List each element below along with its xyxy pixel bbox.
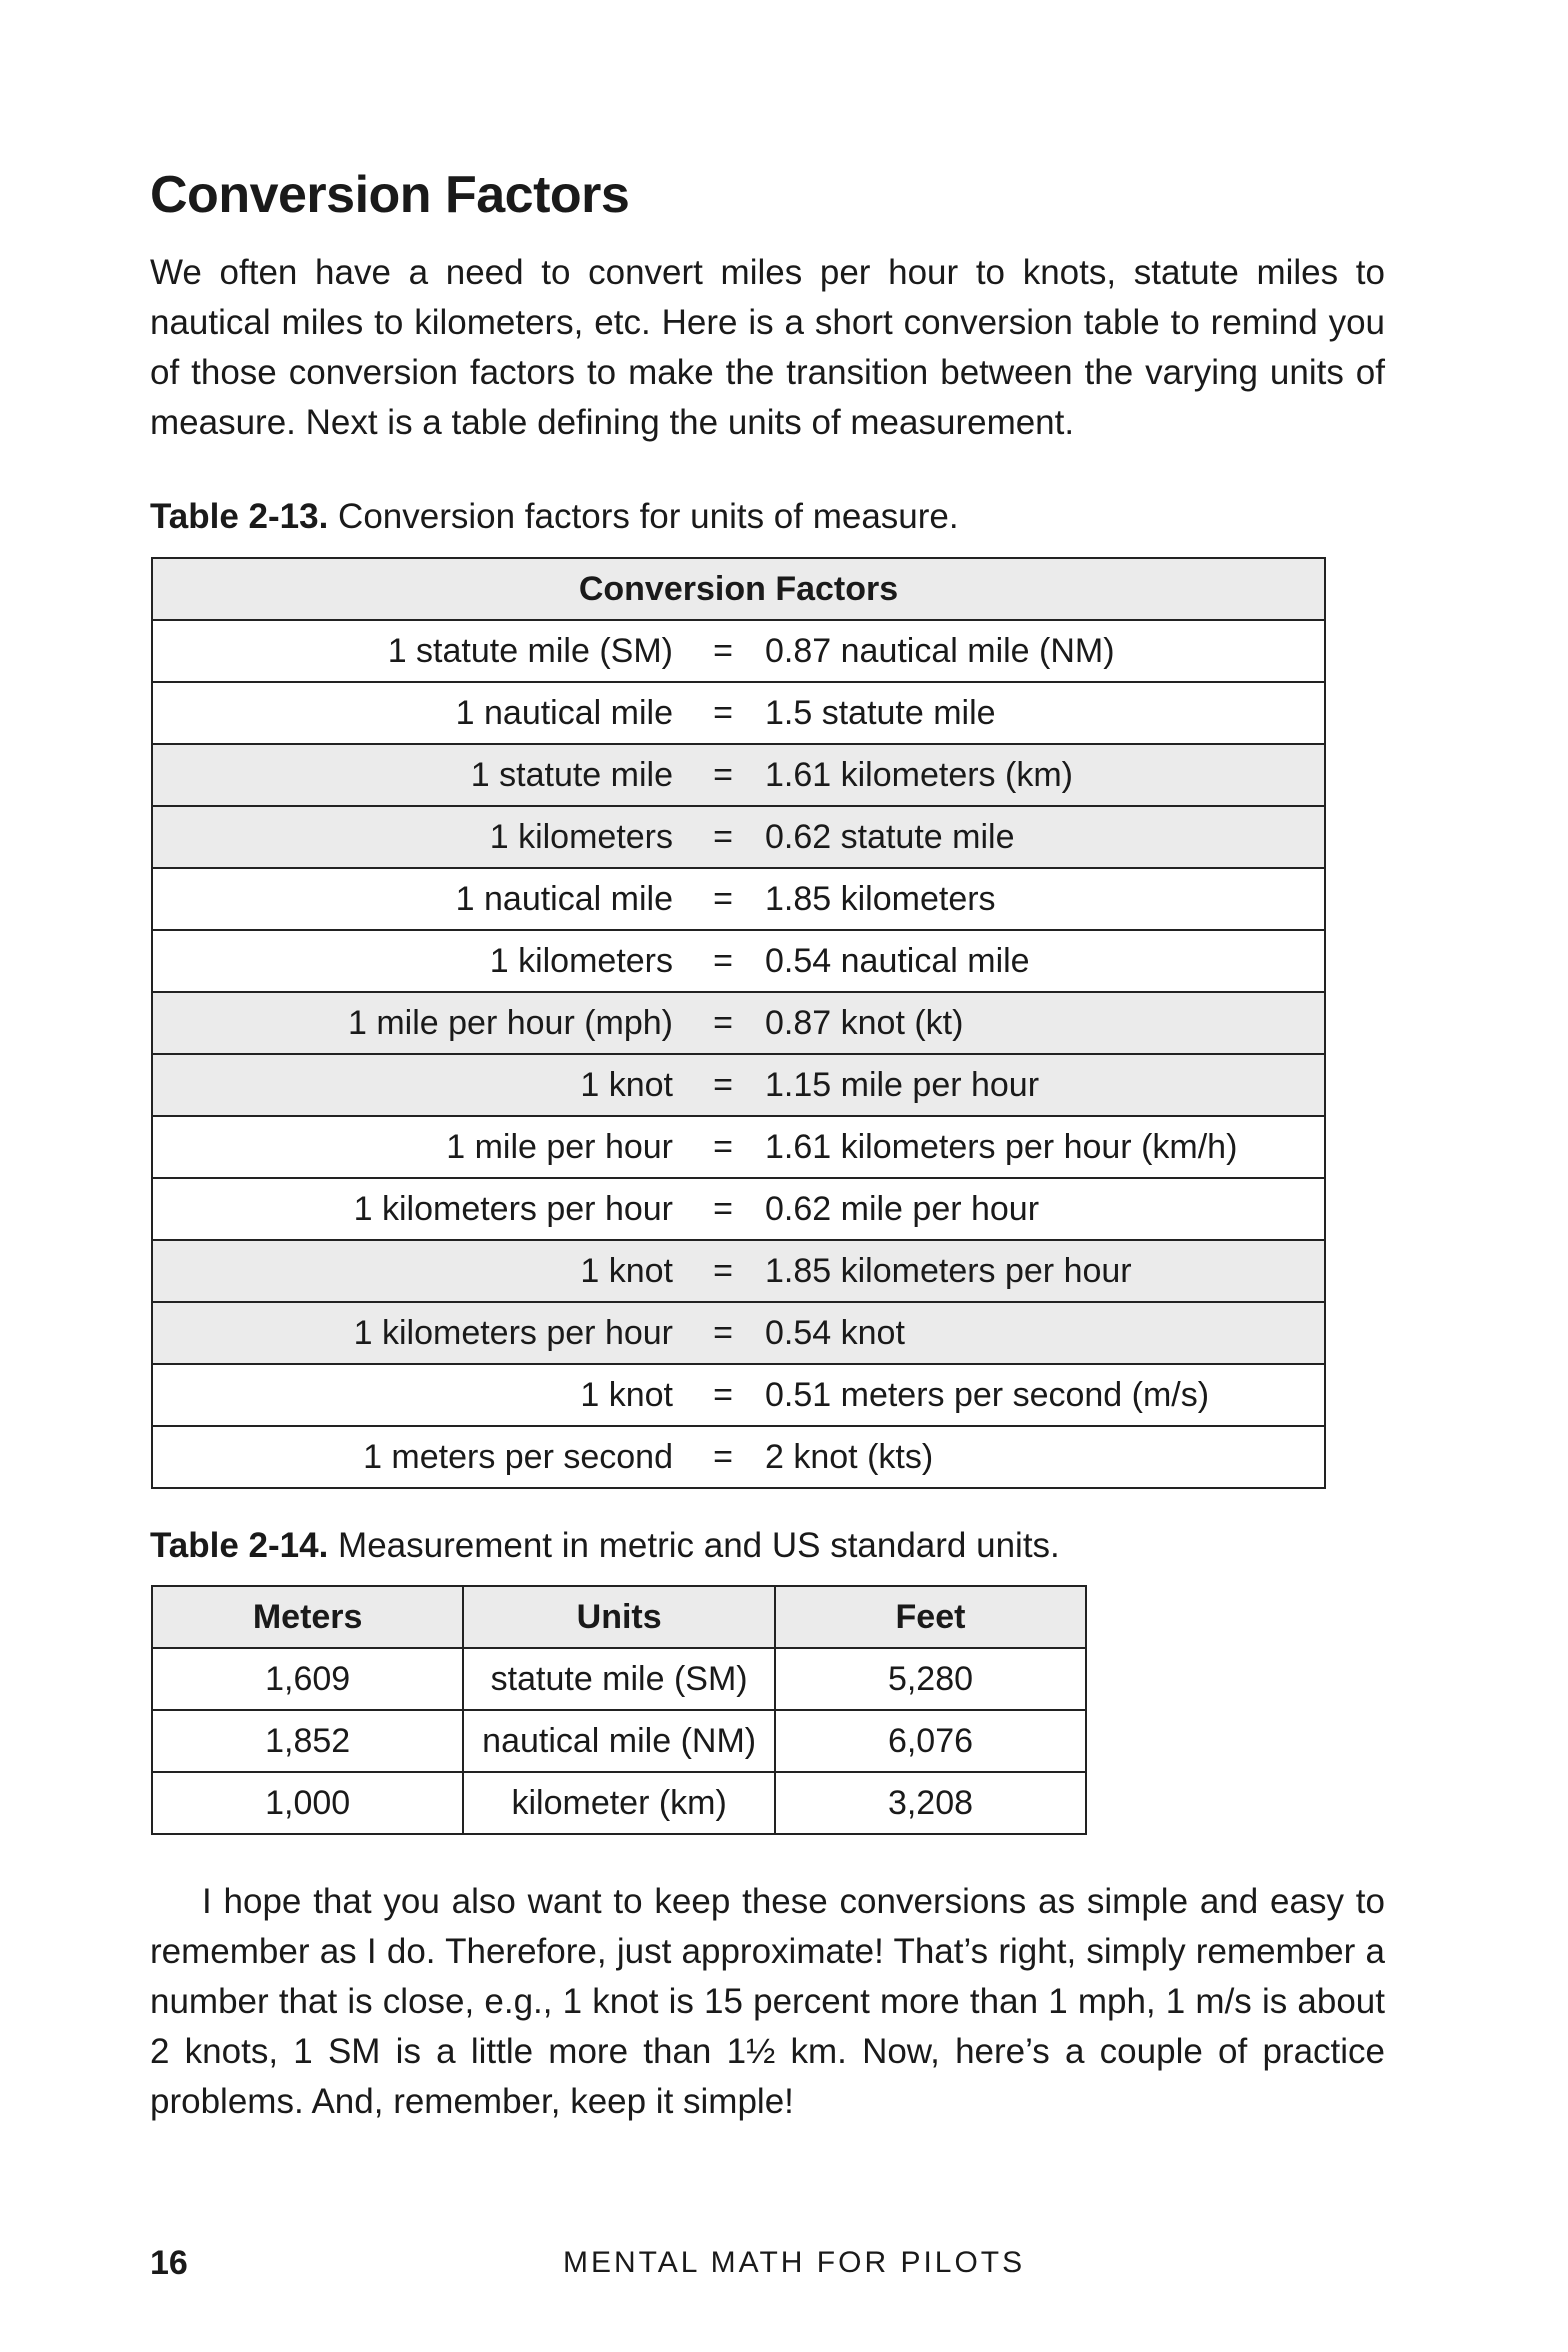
measurement-body <box>152 1648 1086 1834</box>
equals-sign: = <box>701 1364 745 1426</box>
table2-caption-label: Table 2-14. <box>150 1526 329 1565</box>
conversion-row <box>152 806 1325 868</box>
column-header-meters: Meters <box>152 1586 463 1648</box>
conversion-to: 1.85 kilometers <box>745 868 1325 930</box>
conversion-from: 1 statute mile <box>152 744 701 806</box>
page-number: 16 <box>150 2244 188 2282</box>
section-title: Conversion Factors <box>150 166 630 224</box>
table1-caption-label: Table 2-13. <box>150 497 329 536</box>
conversion-to: 2 knot (kts) <box>745 1426 1325 1488</box>
equals-sign: = <box>701 620 745 682</box>
conversion-from: 1 kilometers per hour <box>152 1178 701 1240</box>
conversion-to: 1.61 kilometers (km) <box>745 744 1325 806</box>
measurement-row <box>152 1772 1086 1834</box>
conversion-to: 1.5 statute mile <box>745 682 1325 744</box>
equals-sign: = <box>701 1240 745 1302</box>
equals-sign: = <box>701 806 745 868</box>
conversion-row <box>152 1240 1325 1302</box>
measurement-table <box>151 1585 1087 1835</box>
equals-sign: = <box>701 1302 745 1364</box>
conversion-from: 1 knot <box>152 1364 701 1426</box>
conversion-row <box>152 682 1325 744</box>
measurement-row <box>152 1648 1086 1710</box>
conversion-to: 0.62 statute mile <box>745 806 1325 868</box>
feet-cell: 3,208 <box>775 1772 1086 1834</box>
conversion-row <box>152 992 1325 1054</box>
conversion-factors-header: Conversion Factors <box>152 558 1325 620</box>
conversion-row <box>152 1178 1325 1240</box>
conversion-from: 1 nautical mile <box>152 682 701 744</box>
feet-cell: 5,280 <box>775 1648 1086 1710</box>
conversion-to: 0.54 knot <box>745 1302 1325 1364</box>
conversion-to: 1.61 kilometers per hour (km/h) <box>745 1116 1325 1178</box>
conversion-to: 0.51 meters per second (m/s) <box>745 1364 1325 1426</box>
equals-sign: = <box>701 682 745 744</box>
running-footer-title: MENTAL MATH FOR PILOTS <box>563 2246 1026 2279</box>
conversion-to: 1.85 kilometers per hour <box>745 1240 1325 1302</box>
equals-sign: = <box>701 1178 745 1240</box>
conversion-to: 0.62 mile per hour <box>745 1178 1325 1240</box>
conversion-to: 0.54 nautical mile <box>745 930 1325 992</box>
table2-caption-text: Measurement in metric and US standard units. <box>328 1526 1060 1565</box>
conversion-from: 1 kilometers per hour <box>152 1302 701 1364</box>
conversion-row <box>152 1116 1325 1178</box>
conversion-row <box>152 930 1325 992</box>
equals-sign: = <box>701 992 745 1054</box>
meters-cell: 1,852 <box>152 1710 463 1772</box>
closing-paragraph: I hope that you also want to keep these conversions as simple and easy to remember as I do. Therefore, just approximate! That’s right, simply remember a number that is close, e.g., 1 knot is 15 percent more than 1 mph, 1 m/s is about 2 knots, 1 SM is a little more than 1½ km. Now, here’s a couple of practice problems. And, remember, keep it simple! <box>150 1882 1385 2121</box>
conversion-from: 1 knot <box>152 1054 701 1116</box>
conversion-from: 1 knot <box>152 1240 701 1302</box>
conversion-row <box>152 1426 1325 1488</box>
conversion-row <box>152 620 1325 682</box>
conversion-from: 1 meters per second <box>152 1426 701 1488</box>
feet-cell: 6,076 <box>775 1710 1086 1772</box>
conversion-row <box>152 868 1325 930</box>
conversion-to: 1.15 mile per hour <box>745 1054 1325 1116</box>
table1-caption-text: Conversion factors for units of measure. <box>328 497 959 536</box>
conversion-row <box>152 744 1325 806</box>
conversion-from: 1 kilometers <box>152 806 701 868</box>
equals-sign: = <box>701 1426 745 1488</box>
intro-paragraph: We often have a need to convert miles per hour to knots, statute miles to nautical miles to kilometers, etc. Here is a short conversion table to remind you of those conversion factors to make the transition between the varying units of measure. Next is a table defining the units of measurement. <box>150 253 1385 442</box>
units-cell: kilometer (km) <box>463 1772 775 1834</box>
conversion-factors-body <box>152 620 1325 1488</box>
units-cell: nautical mile (NM) <box>463 1710 775 1772</box>
table1-caption <box>150 495 959 539</box>
conversion-to: 0.87 knot (kt) <box>745 992 1325 1054</box>
equals-sign: = <box>701 1116 745 1178</box>
conversion-from: 1 mile per hour <box>152 1116 701 1178</box>
column-header-feet: Feet <box>775 1586 1086 1648</box>
meters-cell: 1,609 <box>152 1648 463 1710</box>
equals-sign: = <box>701 930 745 992</box>
conversion-from: 1 kilometers <box>152 930 701 992</box>
measurement-row <box>152 1710 1086 1772</box>
column-header-units: Units <box>463 1586 775 1648</box>
equals-sign: = <box>701 868 745 930</box>
conversion-from: 1 nautical mile <box>152 868 701 930</box>
conversion-row <box>152 1054 1325 1116</box>
equals-sign: = <box>701 744 745 806</box>
conversion-row <box>152 1302 1325 1364</box>
conversion-factors-table <box>151 557 1326 1489</box>
conversion-from: 1 statute mile (SM) <box>152 620 701 682</box>
equals-sign: = <box>701 1054 745 1116</box>
conversion-from: 1 mile per hour (mph) <box>152 992 701 1054</box>
units-cell: statute mile (SM) <box>463 1648 775 1710</box>
meters-cell: 1,000 <box>152 1772 463 1834</box>
conversion-row <box>152 1364 1325 1426</box>
table2-caption <box>150 1524 1060 1568</box>
conversion-to: 0.87 nautical mile (NM) <box>745 620 1325 682</box>
